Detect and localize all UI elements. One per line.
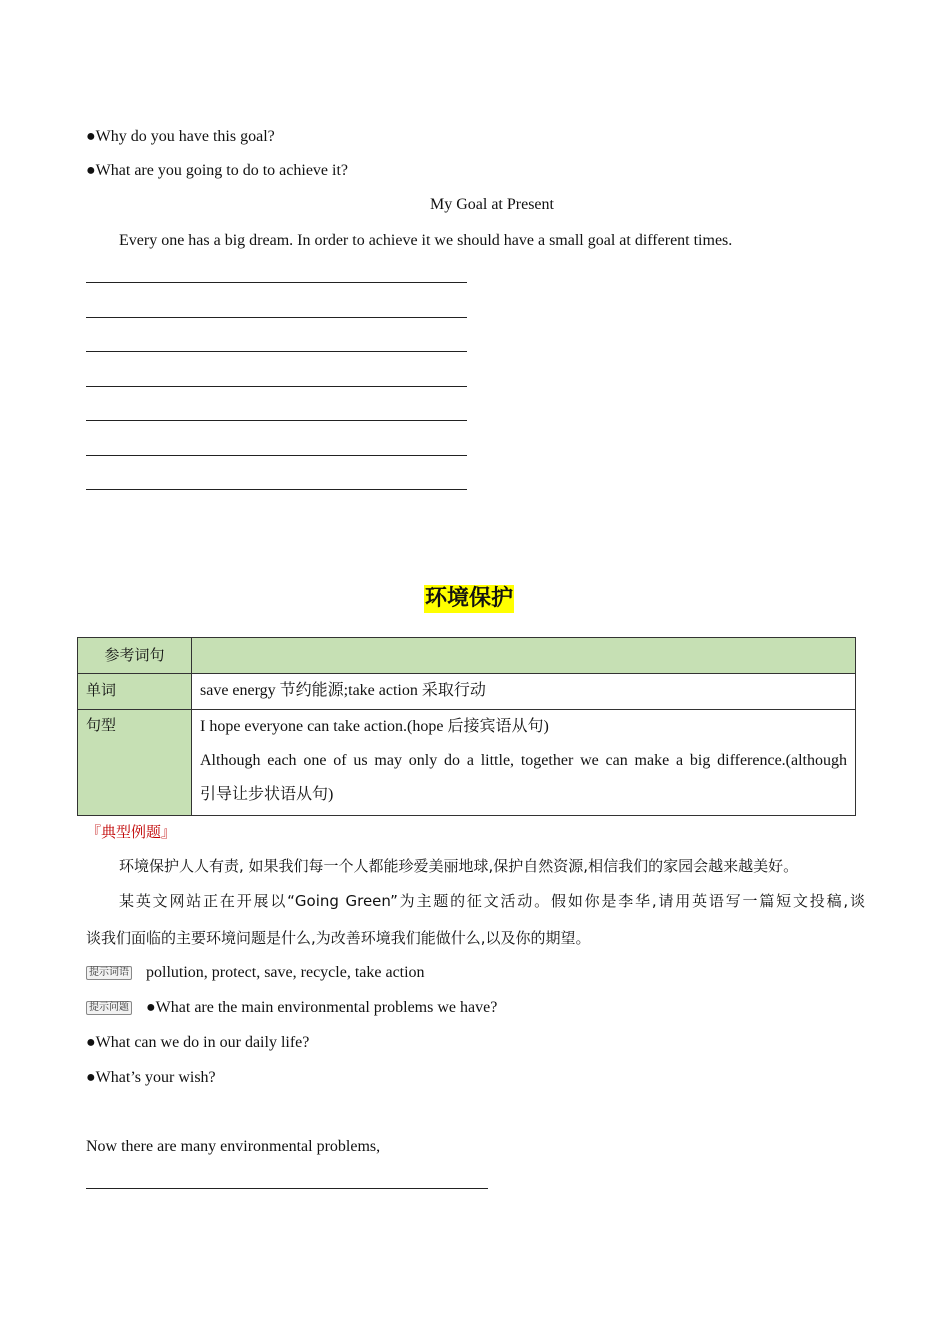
example-label: 『典型例题』	[86, 823, 177, 841]
writing-line	[86, 282, 467, 283]
hint-questions-row	[86, 998, 497, 1018]
words-line: save energy 节约能源;take action 采取行动	[200, 682, 486, 699]
writing-line	[86, 489, 467, 490]
sentence-line: 引导让步状语从句)	[200, 786, 334, 803]
hint-question: ●What can we do in our daily life?	[86, 1034, 310, 1051]
table-header-row	[78, 638, 856, 674]
table-row	[78, 674, 856, 710]
intro-paragraph: 环境保护人人有责, 如果我们每一个人都能珍爱美丽地球,保护自然资源,相信我们的家园会越来越美好。	[119, 857, 799, 875]
writing-line	[86, 455, 467, 456]
essay-start: Now there are many environmental problems,	[86, 1138, 381, 1155]
sentence-line: Although each one of us may only do a little, together we can make a big difference.(although	[200, 752, 847, 769]
reference-table	[77, 637, 856, 816]
sentence-line: I hope everyone can take action.(hope 后接宾语从句)	[200, 718, 549, 735]
hint-question: ●What’s your wish?	[86, 1069, 216, 1086]
task-line-2: 谈我们面临的主要环境问题是什么,为改善环境我们能做什么,以及你的期望。	[86, 929, 591, 947]
writing-line	[86, 420, 467, 421]
writing-line	[86, 317, 467, 318]
writing-line	[86, 351, 467, 352]
table-header-value	[192, 638, 856, 674]
table-row	[78, 710, 856, 816]
essay-title: My Goal at Present	[430, 196, 554, 213]
question-why-goal: ●Why do you have this goal?	[86, 128, 275, 145]
writing-line	[86, 1188, 488, 1189]
row-label-sentences: 句型	[78, 710, 192, 816]
section-heading: 环境保护	[425, 586, 514, 611]
writing-line	[86, 386, 467, 387]
table-header-label: 参考词句	[78, 638, 192, 674]
row-label-words: 单词	[78, 674, 192, 710]
hint-questions-badge: 提示问题	[86, 1001, 132, 1015]
hint-words: pollution, protect, save, recycle, take action	[146, 964, 425, 981]
essay-opening: Every one has a big dream. In order to achieve it we should have a small goal at different times.	[119, 232, 733, 249]
hint-words-badge: 提示词语	[86, 966, 132, 980]
hint-question: ●What are the main environmental problems we have?	[146, 999, 498, 1016]
hint-words-row	[86, 963, 425, 983]
question-how-achieve: ●What are you going to do to achieve it?	[86, 162, 349, 179]
task-line-1: 某英文网站正在开展以“Going Green”为主题的征文活动。假如你是李华,请用英语写一篇短文投稿,谈	[119, 892, 865, 910]
